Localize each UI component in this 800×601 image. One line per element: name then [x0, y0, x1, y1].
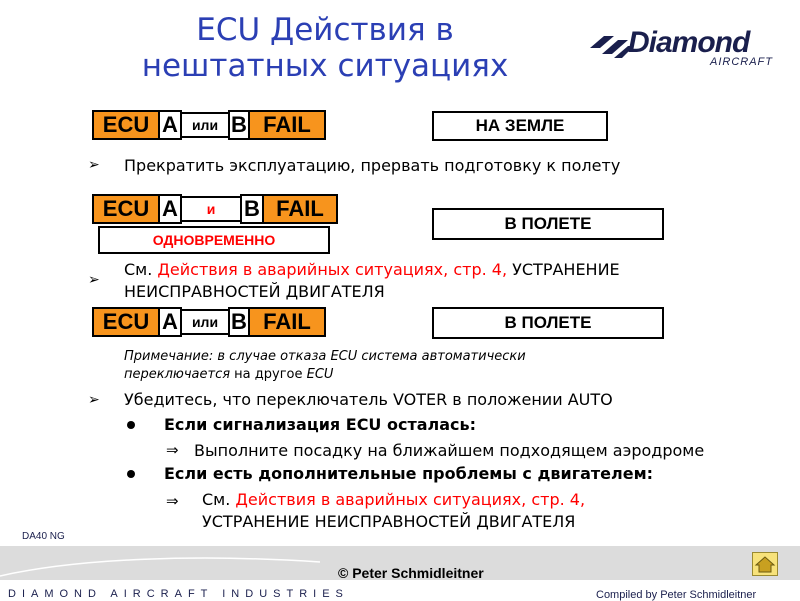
see-prefix: См. [124, 260, 158, 279]
note-line2a: переключается [124, 367, 231, 382]
ecu-label: ECU [92, 194, 160, 224]
emergency-link[interactable]: Действия в аварийных ситуациях, стр. 4, [235, 490, 586, 509]
ecu-warning-head: Если сигнализация ECU осталась: [164, 415, 477, 434]
home-button[interactable] [752, 552, 778, 576]
arrow-bullet-icon: ➢ [88, 392, 100, 408]
model-label: DA40 NG [22, 531, 65, 542]
bullet-dot [127, 470, 135, 478]
engine-problems-head: Если есть дополнительные проблемы с двигателем: [164, 464, 654, 483]
ecu-a-label: A [158, 194, 182, 224]
see-line2: НЕИСПРАВНОСТЕЙ ДВИГАТЕЛЯ [124, 282, 385, 301]
see-prefix: См. [202, 490, 236, 509]
title-line-2: нештатных ситуациях [141, 48, 509, 84]
conjunction: или [180, 112, 230, 138]
note-line2c: ECU [306, 367, 334, 382]
see-emergency-text [124, 259, 684, 303]
footer-swoosh [0, 548, 330, 580]
ecu-a-label: A [158, 307, 182, 337]
simultaneously-label: ОДНОВРЕМЕННО [98, 226, 330, 254]
ecu-b-label: B [228, 110, 250, 140]
land-nearest-text: Выполните посадку на ближайшем подходящем аэродроме [194, 441, 705, 460]
status-in-flight: В ПОЛЕТЕ [432, 307, 664, 339]
fail-label: FAIL [248, 307, 326, 337]
implies-arrow-icon: ⇒ [166, 492, 179, 510]
ecu-b-label: B [240, 194, 264, 224]
fail-label: FAIL [262, 194, 338, 224]
title-line-1: ECU Действия в [196, 12, 454, 48]
ecu-b-label: B [228, 307, 250, 337]
diamond-logo [588, 28, 778, 72]
arrow-bullet-icon: ➢ [88, 272, 100, 288]
ecu-label: ECU [92, 110, 160, 140]
page-title [60, 12, 590, 84]
emergency-link[interactable]: Действия в аварийных ситуациях, стр. 4, [157, 260, 508, 279]
logo-brand: Diamond [628, 26, 750, 59]
compiled-by: Compiled by Peter Schmidleitner [596, 589, 757, 601]
conjunction: или [180, 309, 230, 335]
logo-sub: AIRCRAFT [710, 56, 773, 68]
note-line2b: на другое [230, 367, 307, 382]
voter-text: Убедитесь, что переключатель VOTER в положении AUTO [124, 390, 613, 409]
note-text [124, 348, 644, 384]
see-line2: УСТРАНЕНИЕ НЕИСПРАВНОСТЕЙ ДВИГАТЕЛЯ [202, 512, 576, 531]
status-on-ground: НА ЗЕМЛЕ [432, 111, 608, 141]
see-emergency-text-2 [202, 489, 762, 533]
fail-label: FAIL [248, 110, 326, 140]
conjunction: и [180, 196, 242, 222]
ecu-label: ECU [92, 307, 160, 337]
stop-operation-text: Прекратить эксплуатацию, прервать подготовку к полету [124, 156, 621, 175]
ecu-a-label: A [158, 110, 182, 140]
implies-arrow-icon: ⇒ [166, 441, 179, 459]
bullet-dot [127, 421, 135, 429]
home-icon [753, 553, 777, 575]
arrow-bullet-icon: ➢ [88, 157, 100, 173]
company-name: DIAMOND AIRCRAFT INDUSTRIES [8, 588, 349, 600]
note-line1: Примечание: в случае отказа ECU система автоматически [124, 349, 526, 364]
see-suffix: УСТРАНЕНИЕ [507, 260, 620, 279]
status-in-flight: В ПОЛЕТЕ [432, 208, 664, 240]
copyright: © Peter Schmidleitner [338, 565, 484, 581]
